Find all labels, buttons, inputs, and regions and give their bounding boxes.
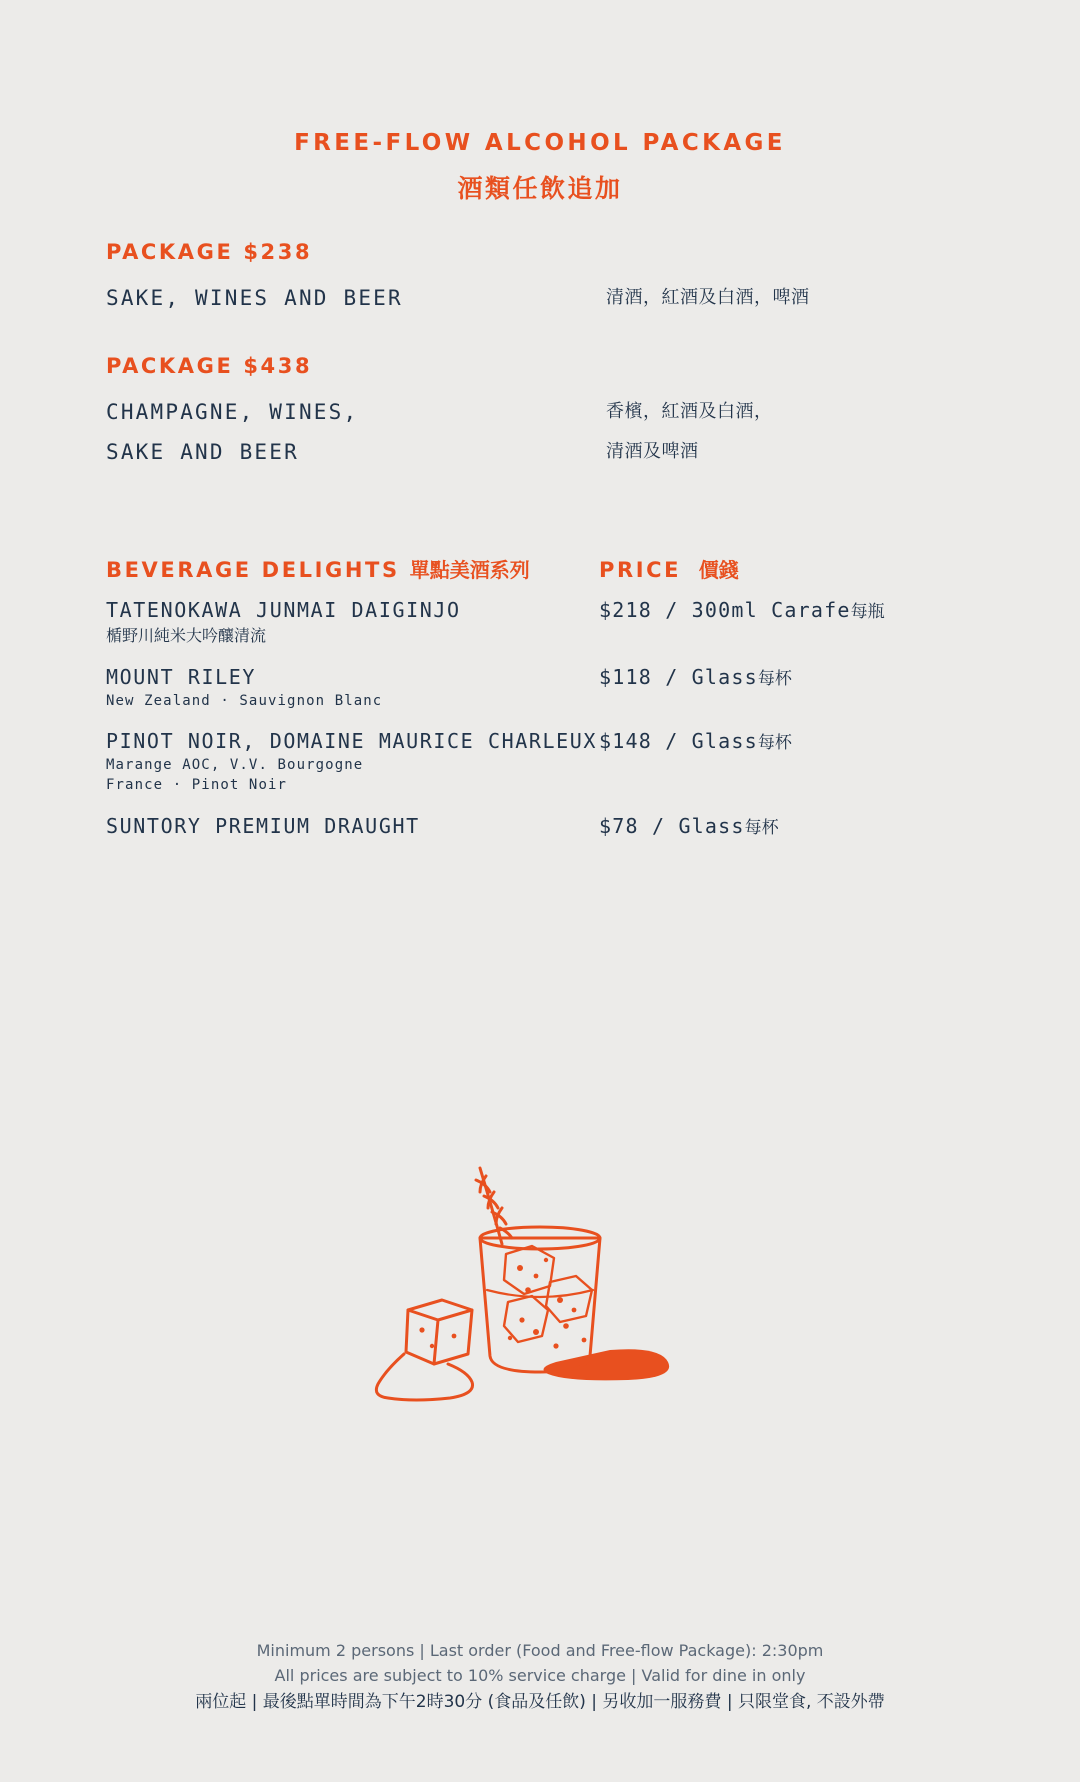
section-spacer: [106, 508, 974, 554]
illustration-container: [0, 1150, 1080, 1420]
menu-content: [106, 240, 974, 855]
beverage-name: TATENOKAWA JUNMAI DAIGINJO: [106, 598, 461, 622]
package-description-en-line1: CHAMPAGNE, WINES,: [106, 400, 359, 424]
page-title-zh: 酒類任飲追加: [457, 174, 623, 203]
beverage-price-zh: 每杯: [744, 818, 779, 838]
beverage-price-zh: 每杯: [757, 733, 792, 753]
package-description-en-line2: SAKE AND BEER: [106, 440, 299, 464]
package-description-zh: 清酒，紅酒及白酒，啤酒: [606, 287, 810, 308]
beverage-price: $118 / Glass: [599, 665, 758, 689]
beverage-price: $148 / Glass: [599, 729, 758, 753]
beverage-section-header: [106, 554, 974, 583]
beverage-name: PINOT NOIR, DOMAINE MAURICE CHARLEUX: [106, 729, 598, 753]
beverage-item: [106, 597, 974, 647]
beverage-price: $78 / Glass: [599, 814, 745, 838]
beverage-subtitle-2: France · Pinot Noir: [106, 777, 288, 793]
package-description-zh-line2: 清酒及啤酒: [606, 441, 699, 462]
beverage-item: [106, 664, 974, 711]
beverage-name-zh: 楯野川純米大吟釀清流: [106, 626, 267, 645]
package-price-label: PACKAGE $438: [106, 354, 313, 378]
package-price-label: PACKAGE $238: [106, 240, 313, 264]
beverage-item: [106, 728, 974, 795]
footer-line-2: All prices are subject to 10% service charge | Valid for dine in only: [274, 1666, 806, 1685]
beverage-name: SUNTORY PREMIUM DRAUGHT: [106, 814, 420, 838]
price-heading-zh: 價錢: [698, 558, 739, 582]
package-row: [106, 278, 974, 318]
beverage-price-zh: 每杯: [757, 669, 792, 689]
beverage-price-zh: 每瓶: [850, 602, 885, 622]
page-title: FREE-FLOW ALCOHOL PACKAGE: [294, 130, 786, 156]
package-description-en: SAKE, WINES AND BEER: [106, 286, 403, 310]
beverage-name: MOUNT RILEY: [106, 665, 257, 689]
footer: [0, 1638, 1080, 1716]
footer-line-1: Minimum 2 persons | Last order (Food and Free-flow Package): 2:30pm: [256, 1641, 824, 1660]
beverage-price: $218 / 300ml Carafe: [599, 598, 851, 622]
cocktail-glass-icon: [360, 1150, 720, 1420]
beverage-subtitle: New Zealand · Sauvignon Blanc: [106, 693, 383, 709]
beverage-item: [106, 813, 974, 842]
package-block-238: [106, 240, 974, 318]
beverage-subtitle: Marange AOC, V.V. Bourgogne: [106, 757, 364, 773]
page-header: [0, 0, 1080, 205]
package-block-438: [106, 354, 974, 472]
beverage-heading-zh: 單點美酒系列: [409, 558, 530, 582]
package-row: [106, 392, 974, 472]
footer-line-3: 兩位起 | 最後點單時間為下午2時30分 (食品及任飲) | 另收加一服務費 | 只限堂食, 不設外帶: [195, 1692, 885, 1712]
price-heading-en: PRICE: [599, 558, 682, 582]
beverage-heading-en: BEVERAGE DELIGHTS: [106, 558, 400, 582]
package-description-zh-line1: 香檳，紅酒及白酒，: [606, 401, 773, 422]
